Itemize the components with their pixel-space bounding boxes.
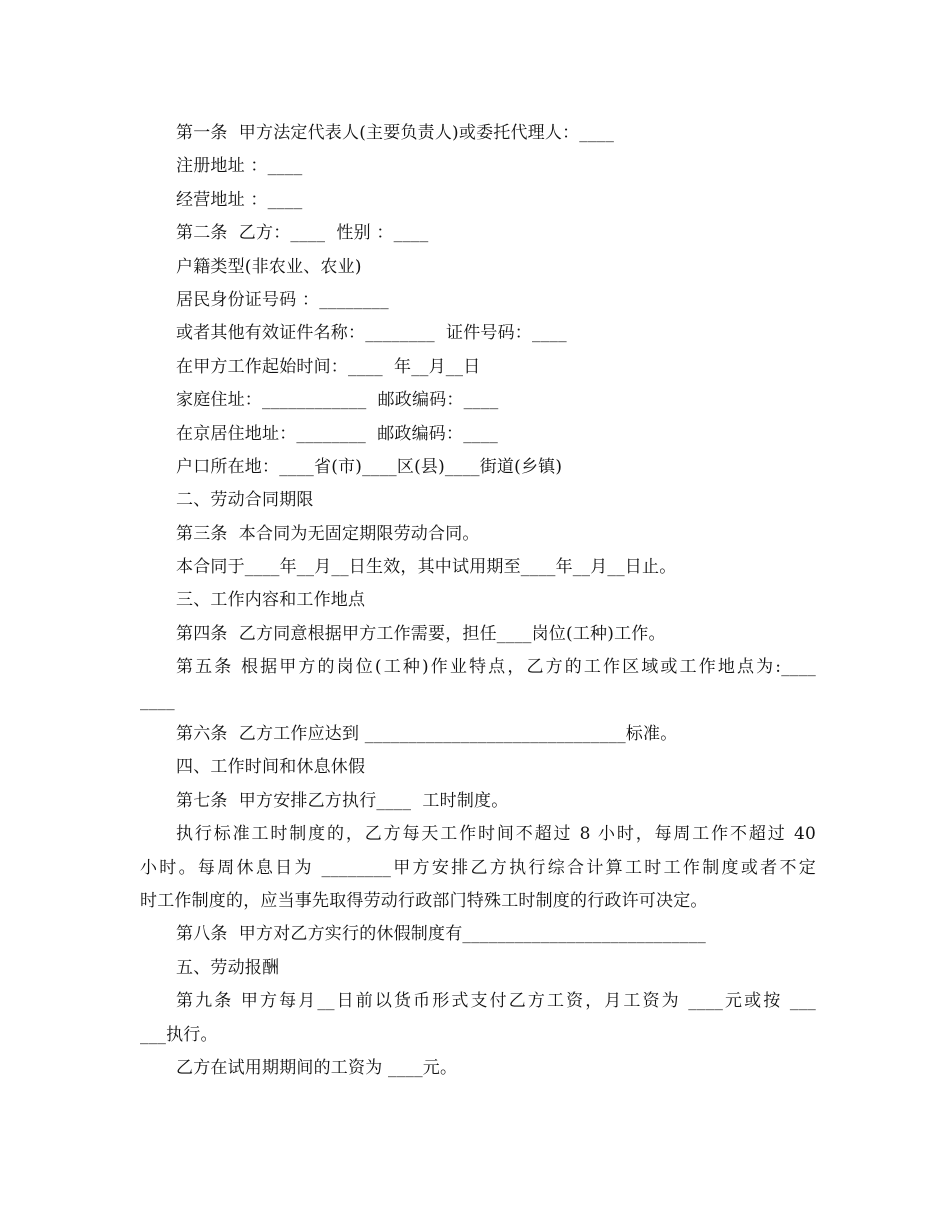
- text-line: 第九条 甲方每月__日前以货币形式支付乙方工资，月工资为 ____元或按 ___: [176, 991, 816, 1012]
- text-line: 第二条 乙方：____ 性别 ：____: [176, 223, 429, 244]
- contract-body: [140, 117, 816, 1085]
- text-line: 居民身份证号码 ：________: [176, 289, 389, 310]
- text-line: 第三条 本合同为无固定期限劳动合同。: [176, 523, 480, 544]
- text-line: 第五条 根据甲方的岗位(工种)作业特点，乙方的工作区域或工作地点为:____: [176, 657, 816, 678]
- text-line: 第四条 乙方同意根据甲方工作需要，担任____岗位(工种)工作。: [176, 623, 666, 644]
- text-line: 第八条 甲方对乙方实行的休假制度有____________________________: [176, 924, 707, 945]
- text-line: 注册地址 ：____: [176, 156, 303, 177]
- text-line: 在甲方工作起始时间：____ 年__月__日: [176, 356, 481, 377]
- text-line: 户口所在地：____省(市)____区(县)____街道(乡镇): [176, 456, 563, 477]
- text-line: 五、劳动报酬: [176, 957, 280, 978]
- text-line: 家庭住址：____________ 邮政编码：____: [176, 390, 499, 411]
- text-line: 时工作制度的，应当事先取得劳动行政部门特殊工时制度的行政许可决定。: [140, 890, 708, 911]
- text-line: 本合同于____年__月__日生效，其中试用期至____年__月__日止。: [176, 557, 677, 578]
- text-line: 乙方在试用期期间的工资为 ____元。: [176, 1057, 458, 1078]
- text-line: 三、工作内容和工作地点: [176, 590, 366, 611]
- text-line: 二、劳动合同期限: [176, 490, 314, 511]
- text-line: 小时。每周休息日为 ________甲方安排乙方执行综合计算工时工作制度或者不定: [140, 857, 816, 878]
- text-line: 执行标准工时制度的，乙方每天工作时间不超过 8 小时，每周工作不超过 40: [176, 824, 816, 845]
- text-line: 在京居住地址：________ 邮政编码：____: [176, 423, 499, 444]
- text-line: 四、工作时间和休息休假: [176, 757, 366, 778]
- text-line: 经营地址 ：____: [176, 189, 303, 210]
- text-line: 第六条 乙方工作应达到 ______________________________标准。: [176, 724, 678, 745]
- text-line: ____: [140, 690, 175, 711]
- text-line: 第七条 甲方安排乙方执行____ 工时制度。: [176, 790, 509, 811]
- text-line: 户籍类型(非农业、农业): [176, 256, 362, 277]
- text-line: 或者其他有效证件名称：________ 证件号码：____: [176, 323, 567, 344]
- text-line: ___执行。: [140, 1024, 218, 1045]
- text-line: 第一条 甲方法定代表人(主要负责人)或委托代理人：____: [176, 123, 615, 143]
